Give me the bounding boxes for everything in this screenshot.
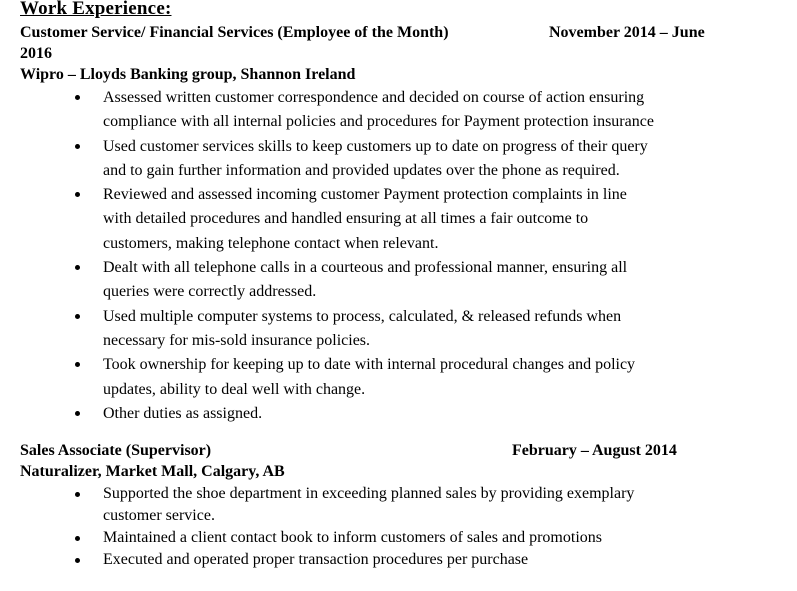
bullet-icon bbox=[75, 314, 80, 319]
duty-item: Assessed written customer correspondence and decided on course of action ensuring compliance with all internal policies and procedures for Payment protection insurance bbox=[75, 86, 775, 135]
job-title: Sales Associate (Supervisor) bbox=[20, 442, 212, 459]
job-company: Naturalizer, Market Mall, Calgary, AB bbox=[20, 463, 285, 480]
job-title: Customer Service/ Financial Services (Employee of the Month) bbox=[20, 24, 449, 41]
bullet-icon bbox=[75, 144, 80, 149]
bullet-icon bbox=[75, 536, 80, 541]
duty-item: Used customer services skills to keep customers up to date on progress of their query and to gain further information and provided updates over the phone as required. bbox=[75, 135, 775, 184]
duty-item: Supported the shoe department in exceeding planned sales by providing exemplary customer service. bbox=[75, 483, 775, 527]
duty-item: Reviewed and assessed incoming customer Payment protection complaints in line with detailed procedures and handled ensuring at all times a fair outcome to customers, making telephone contact when relevant. bbox=[75, 183, 775, 256]
job-duties-list bbox=[75, 86, 775, 426]
bullet-icon bbox=[75, 192, 80, 197]
bullet-icon bbox=[75, 362, 80, 367]
bullet-icon bbox=[75, 265, 80, 270]
job-duties-list bbox=[75, 483, 775, 571]
bullet-icon bbox=[75, 558, 80, 563]
duty-item: Dealt with all telephone calls in a courteous and professional manner, ensuring all queries were correctly addressed. bbox=[75, 256, 775, 305]
duty-item: Other duties as assigned. bbox=[75, 402, 775, 426]
bullet-icon bbox=[75, 95, 80, 100]
duty-item: Used multiple computer systems to process, calculated, & released refunds when necessary for mis-sold insurance policies. bbox=[75, 305, 775, 354]
bullet-icon bbox=[75, 492, 80, 497]
job-dates-continued: 2016 bbox=[20, 45, 52, 62]
bullet-icon bbox=[75, 411, 80, 416]
job-company: Wipro – Lloyds Banking group, Shannon Ireland bbox=[20, 66, 356, 83]
duty-item: Executed and operated proper transaction procedures per purchase bbox=[75, 549, 775, 571]
job-dates: November 2014 – June bbox=[549, 24, 705, 41]
job-dates: February – August 2014 bbox=[512, 442, 677, 459]
duty-item: Maintained a client contact book to inform customers of sales and promotions bbox=[75, 527, 775, 549]
duty-item: Took ownership for keeping up to date with internal procedural changes and policy updates, ability to deal well with change. bbox=[75, 353, 775, 402]
section-heading: Work Experience: bbox=[20, 0, 172, 19]
